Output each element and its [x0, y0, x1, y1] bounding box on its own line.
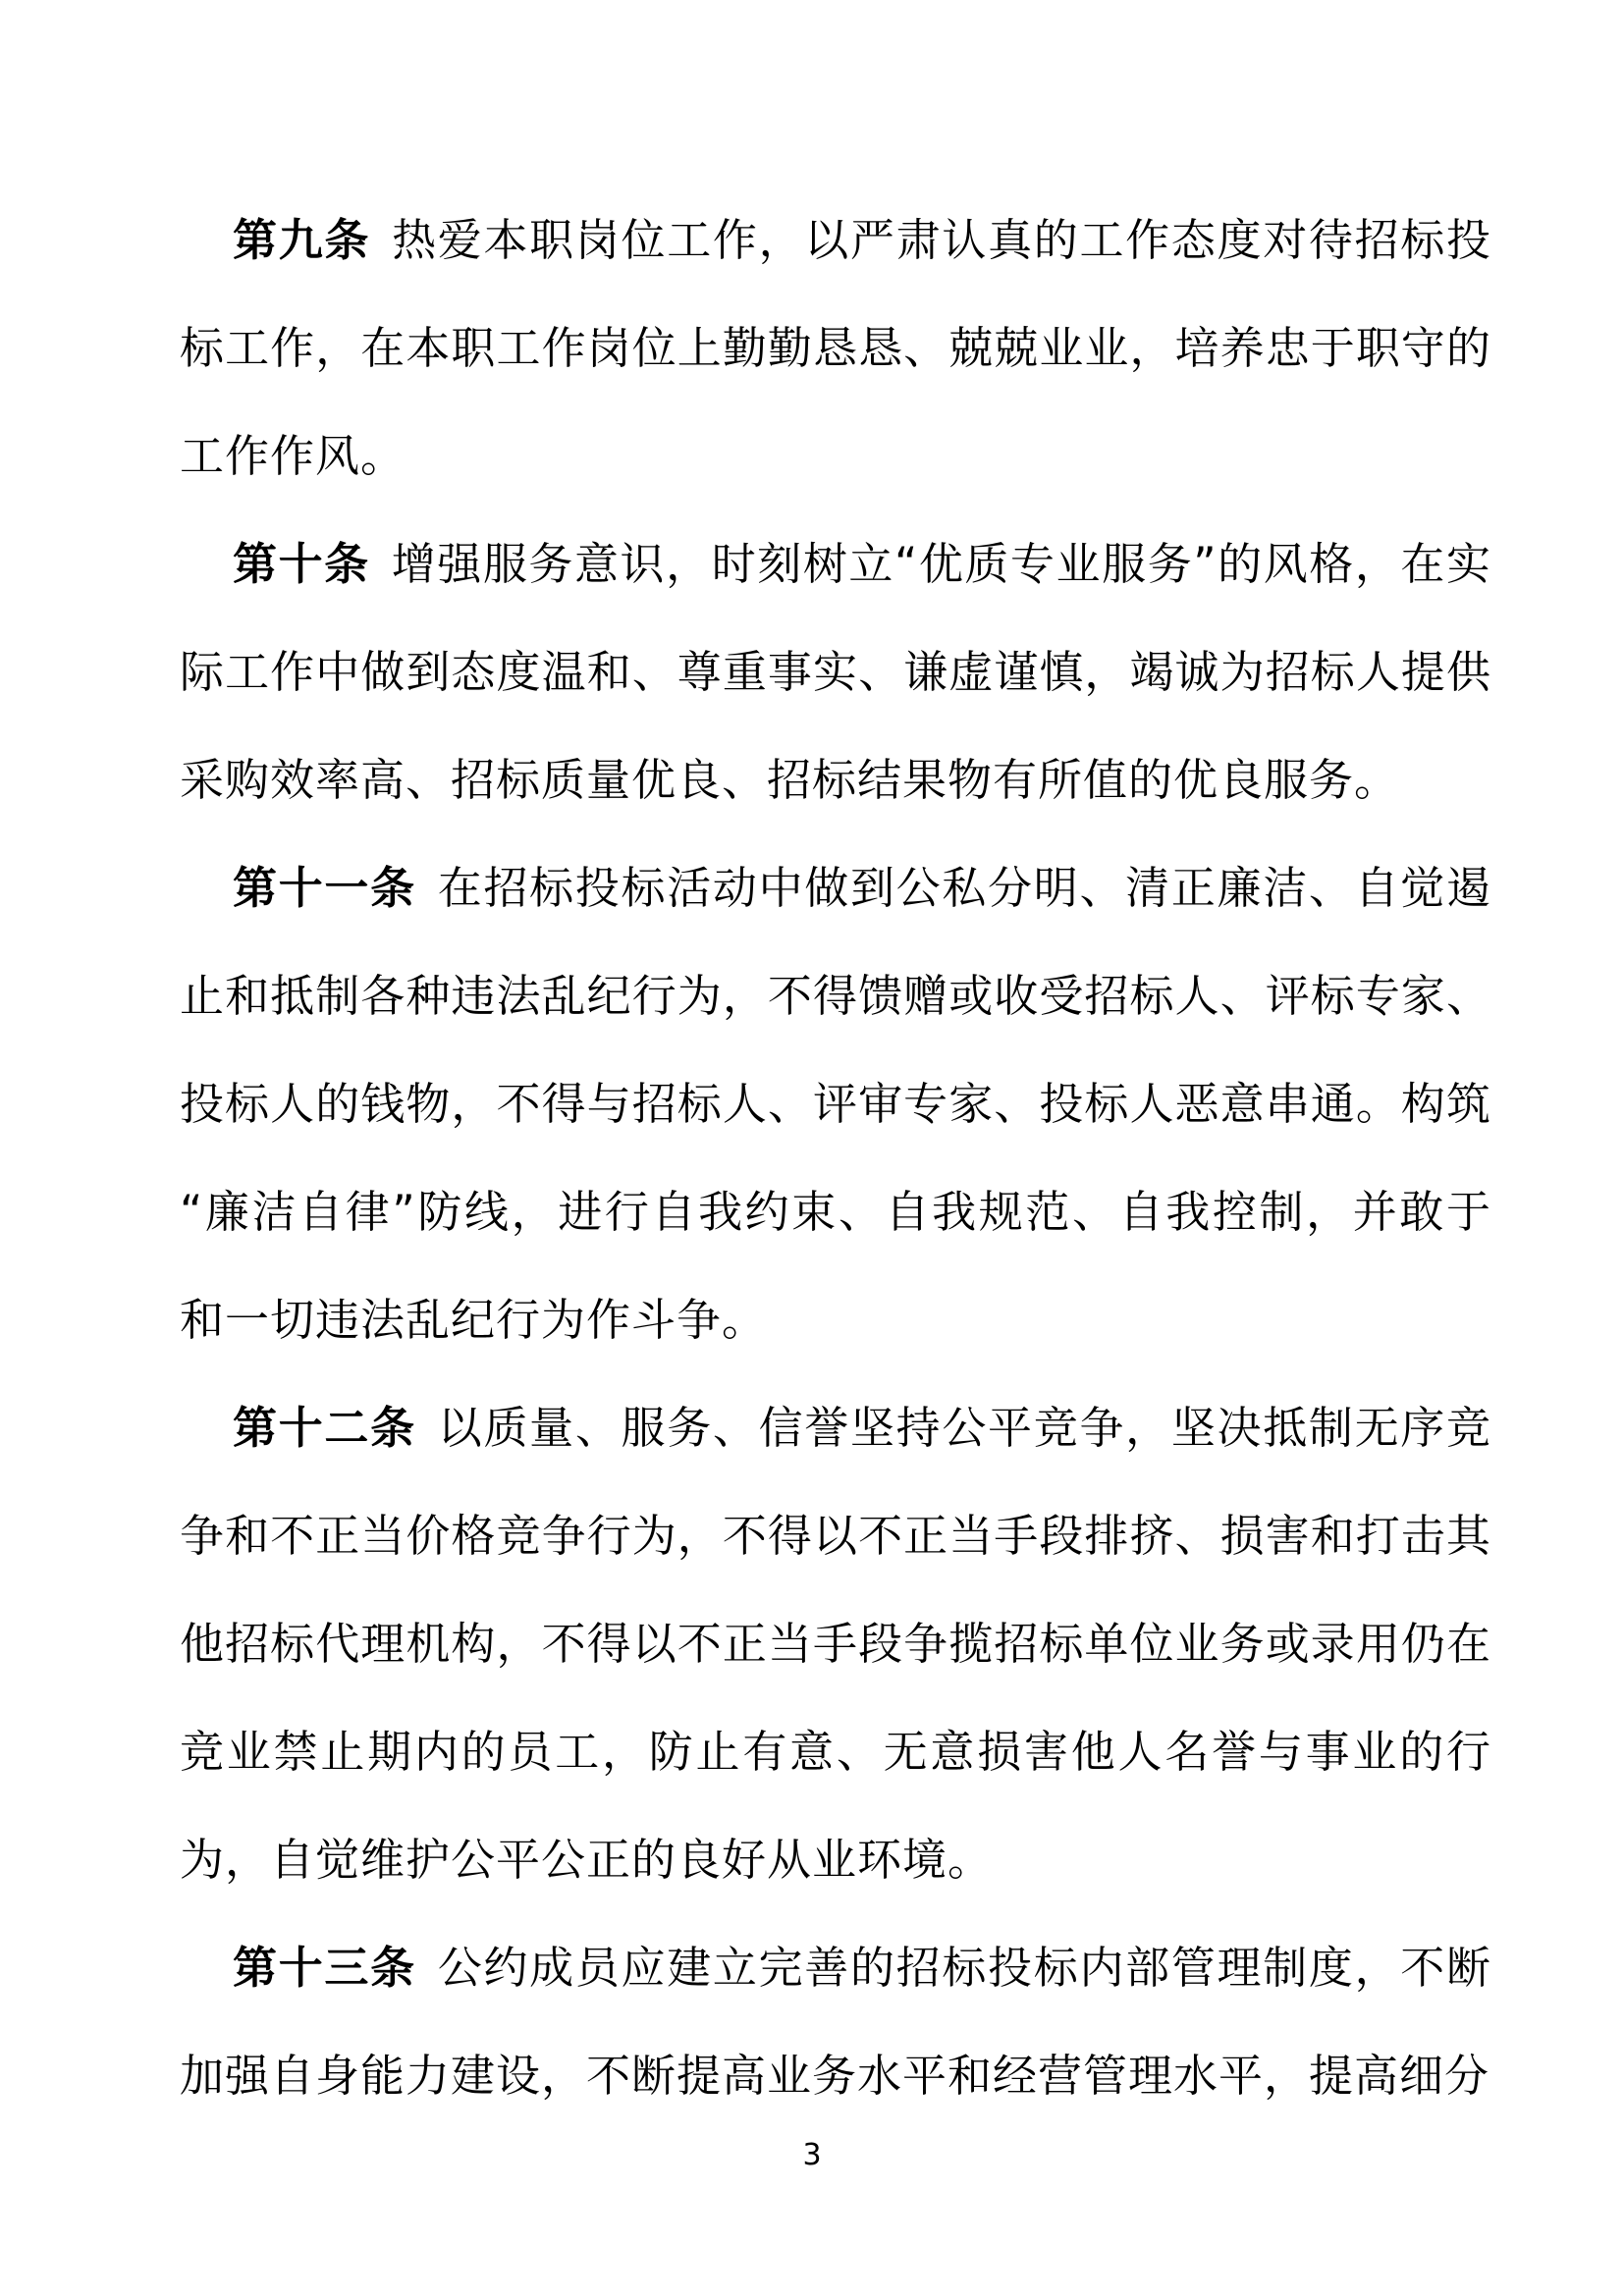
article-10-paragraph [180, 510, 1491, 834]
article-13-paragraph [180, 1914, 1491, 2130]
article-12-paragraph [180, 1374, 1491, 1914]
article-9-number: 第九条 [233, 214, 371, 266]
article-12-number: 第十二条 [233, 1402, 416, 1454]
article-11-number: 第十一条 [233, 862, 416, 914]
document-body [180, 187, 1491, 2130]
article-9-paragraph [180, 187, 1491, 510]
article-10-text: 增强服务意识，时刻树立“优质专业服务”的风格，在实际工作中做到态度温和、尊重事实、谦虚谨慎，竭诚为招标人提供采购效率高、招标质量优良、招标结果物有所值的优良服务。 [180, 538, 1491, 806]
page-number: 3 [802, 2138, 822, 2172]
article-13-number: 第十三条 [233, 1942, 416, 1994]
article-11-paragraph [180, 834, 1491, 1374]
article-9-text: 热爱本职岗位工作，以严肃认真的工作态度对待招标投标工作，在本职工作岗位上勤勤恳恳、兢兢业业，培养忠于职守的工作作风。 [180, 214, 1491, 482]
article-13-text: 公约成员应建立完善的招标投标内部管理制度，不断加强自身能力建设，不断提高业务水平和经营管理水平，提高细分 [180, 1942, 1491, 2102]
article-12-text: 以质量、服务、信誉坚持公平竞争，坚决抵制无序竞争和不正当价格竞争行为，不得以不正当手段排挤、损害和打击其他招标代理机构，不得以不正当手段争揽招标单位业务或录用仍在竞业禁止期内的员工，防止有意、无意损害他人名誉与事业的行为，自觉维护公平公正的良好从业环境。 [180, 1402, 1491, 1886]
article-11-text: 在招标投标活动中做到公私分明、清正廉洁、自觉遏止和抵制各种违法乱纪行为，不得馈赠或收受招标人、评标专家、投标人的钱物，不得与招标人、评审专家、投标人恶意串通。构筑“廉洁自律”防线，进行自我约束、自我规范、自我控制，并敢于和一切违法乱纪行为作斗争。 [180, 862, 1491, 1346]
article-10-number: 第十条 [233, 538, 370, 590]
